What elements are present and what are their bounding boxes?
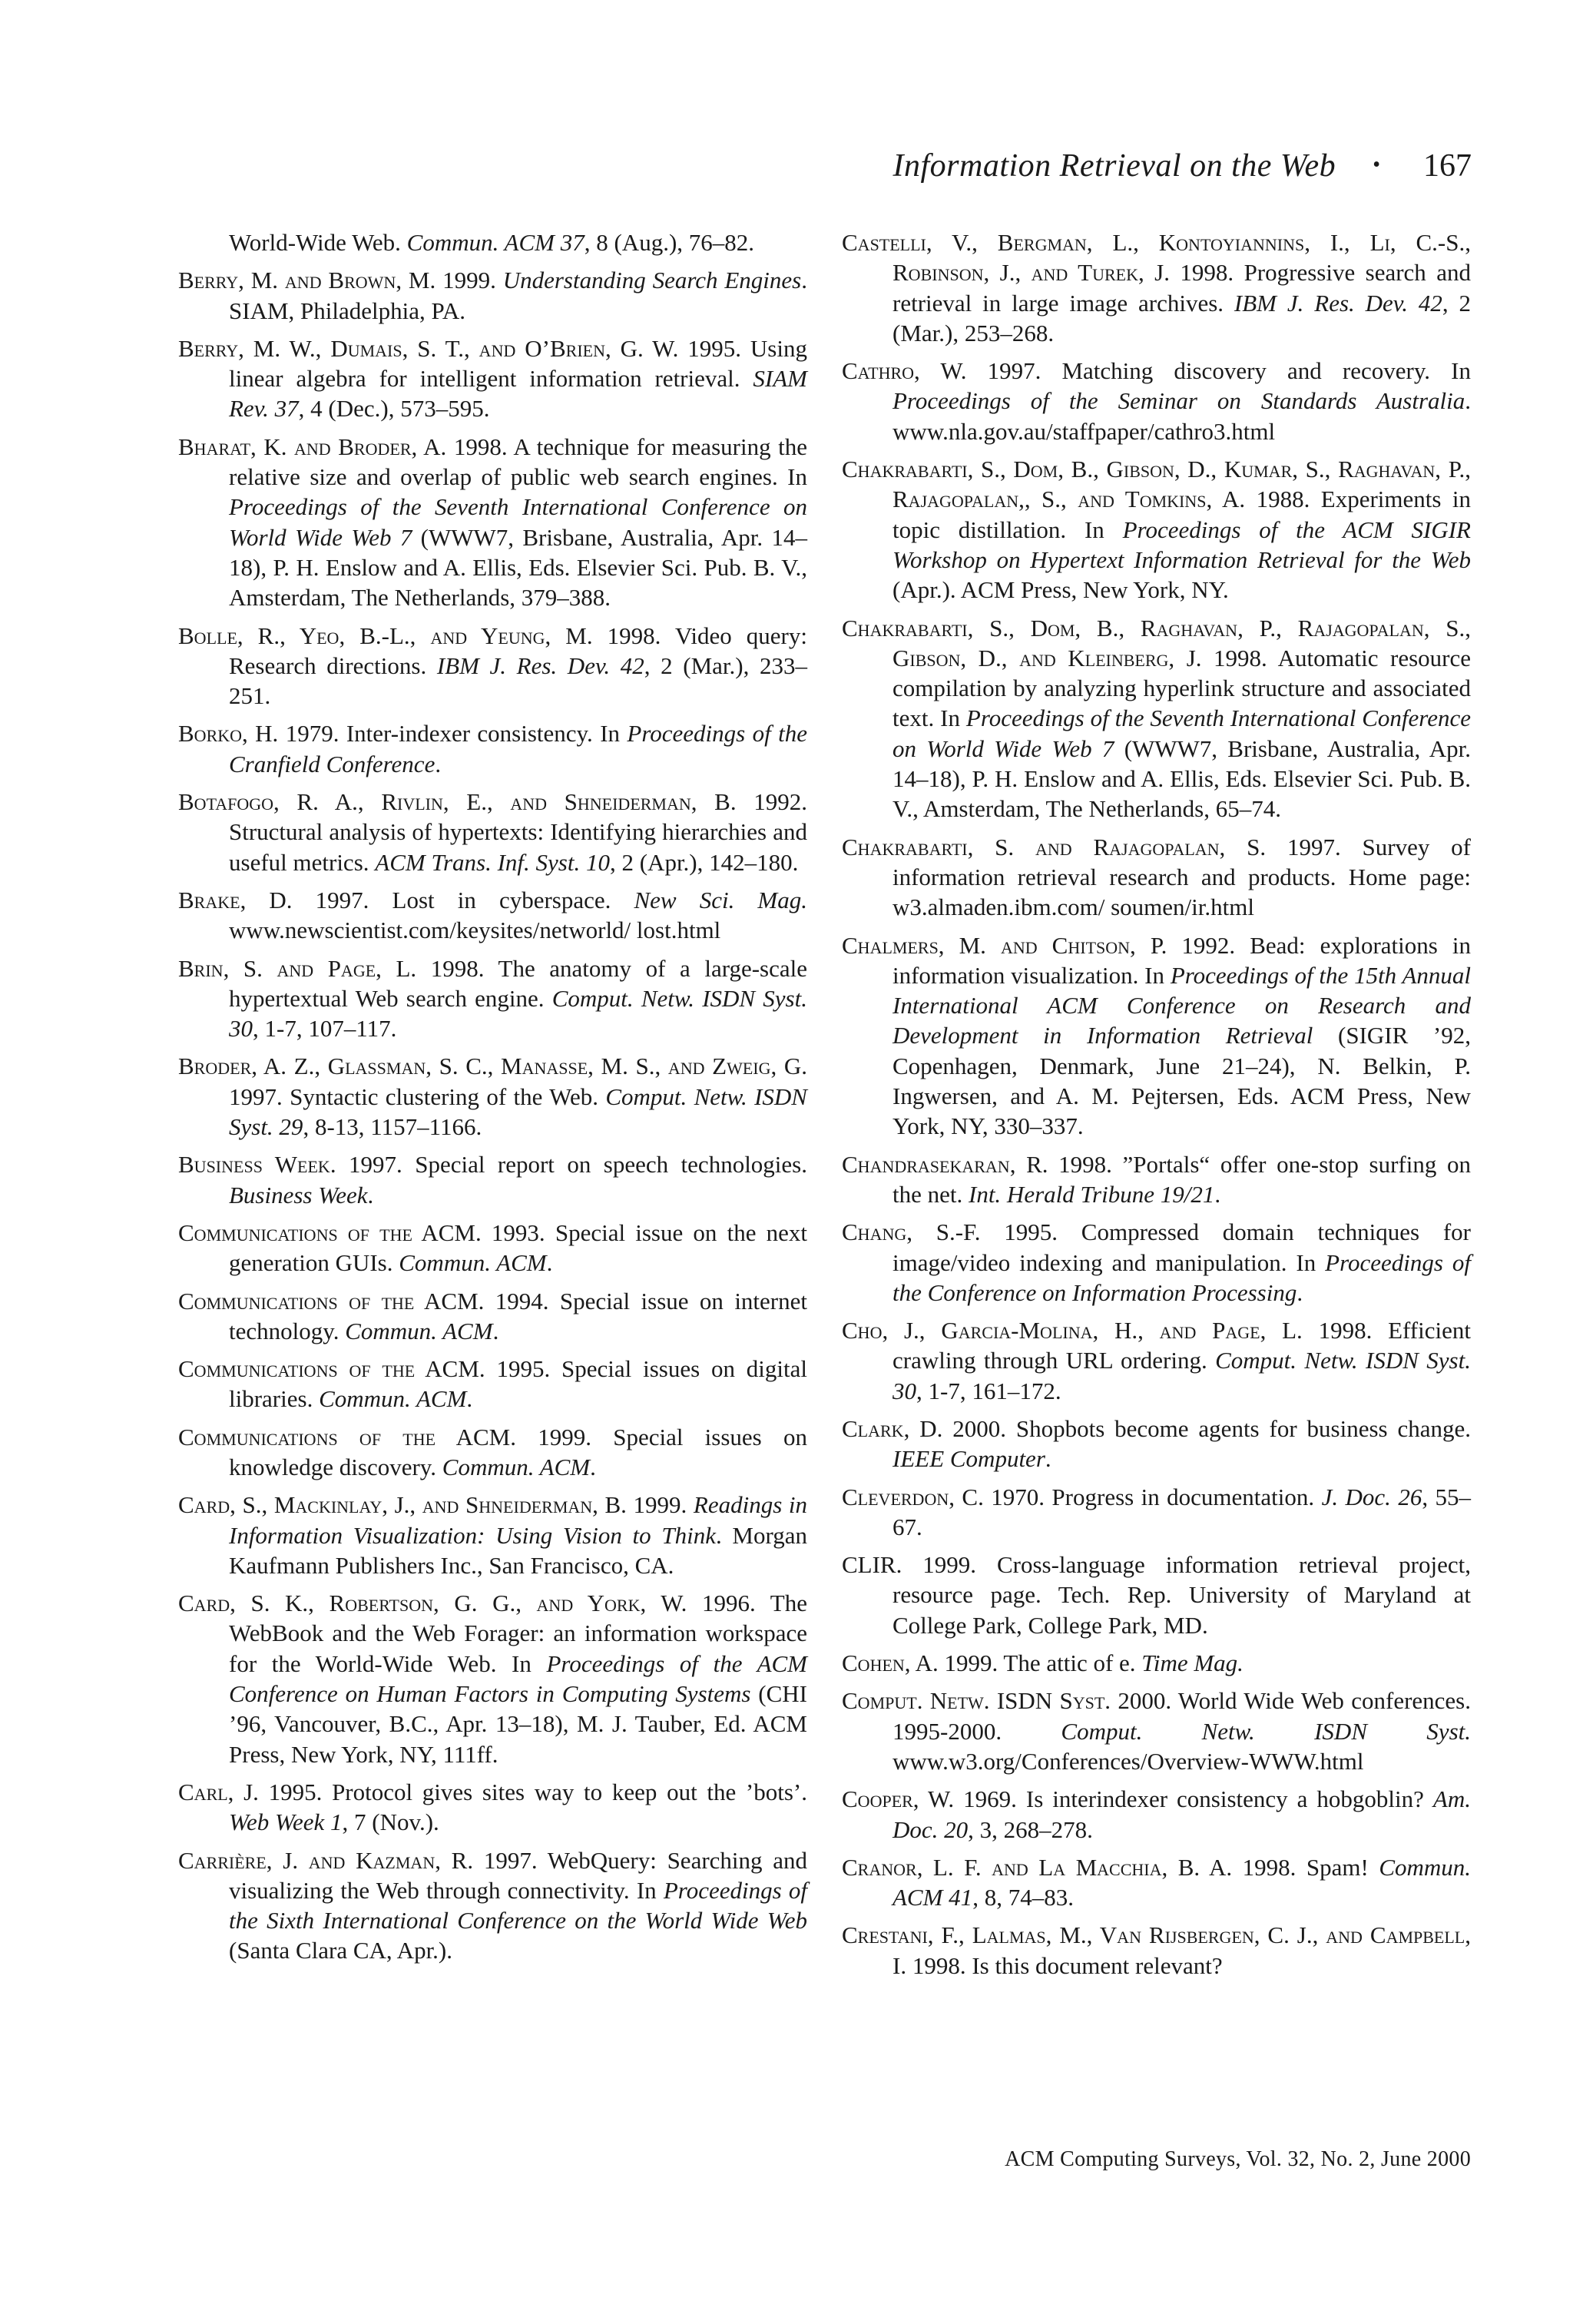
reference-authors: Chakrabarti, S. and Rajagopalan, S. (842, 833, 1267, 860)
reference-text: . www.nla.gov.au/staffpaper/cathro3.html (892, 387, 1471, 445)
reference-text: 1992. Structural analysis of hypertexts: Identifying hierarchies and useful metrics. (229, 788, 807, 876)
reference-text: (WWW7, Brisbane, Australia, Apr. 14–18), P. H. Enslow and A. Ellis, Eds. Elsevier Sci. Pub. B. V., Amsterdam, The Netherlands, 65–74. (892, 734, 1471, 823)
reference-authors: Chandrasekaran, R. (842, 1150, 1048, 1178)
reference-authors: Clark, D. (842, 1414, 943, 1442)
reference-text: 1969. Is interindexer consistency a hobgoblin? (954, 1785, 1433, 1813)
reference-entry (842, 1784, 1471, 1845)
reference-title-italic: J. Doc. 26 (1321, 1483, 1422, 1510)
reference-entry (842, 1648, 1471, 1678)
reference-authors: Cohen, A. (842, 1649, 939, 1677)
reference-text: 2000. World Wide Web conferences. 1995-2000. (892, 1687, 1471, 1745)
reference-entry (178, 432, 807, 613)
reference-title-italic: Proceedings of the Cranfield Conference (229, 720, 808, 777)
reference-text: 1998. The anatomy of a large-scale hypertextual Web search engine. (229, 954, 808, 1012)
reference-entry (178, 885, 807, 946)
reference-text: 1997. WebQuery: Searching and visualizing the Web through connectivity. In (229, 1846, 807, 1904)
reference-authors: Brake, D. (178, 886, 293, 913)
reference-entry (842, 1550, 1471, 1640)
right-reference-column (842, 227, 1471, 1988)
reference-authors: Chakrabarti, S., Dom, B., Gibson, D., Kumar, S., Raghavan, P., Rajagopalan,, S., and Tomkins, A. (842, 456, 1471, 513)
reference-text: , 4 (Dec.), 573–595. (298, 395, 490, 423)
reference-text: 1997. Syntactic clustering of the Web. (229, 1082, 606, 1110)
reference-authors: Communications of the ACM. (178, 1287, 485, 1315)
reference-text: (Apr.). ACM Press, New York, NY. (892, 576, 1229, 604)
reference-text: 1999. (435, 267, 503, 294)
reference-text: . (367, 1181, 374, 1208)
reference-authors: Carl, J. (178, 1778, 259, 1805)
reference-title-italic: Proceedings of the Seventh International Conference on World Wide Web 7 (892, 704, 1471, 762)
reference-entry (842, 1217, 1471, 1308)
reference-text: World-Wide Web. (229, 229, 407, 256)
reference-entry (842, 930, 1471, 1142)
reference-entry (842, 832, 1471, 923)
reference-text: . (1045, 1445, 1051, 1473)
reference-authors: Chalmers, M. and Chitson, P. (842, 931, 1167, 959)
reference-text: 1997. Matching discovery and recovery. In (966, 357, 1471, 385)
reference-text: 1998. Efficient crawling through URL ordering. (892, 1317, 1471, 1374)
reference-authors: Bharat, K. and Broder, A. (178, 433, 447, 460)
reference-text: , 3, 268–278. (968, 1815, 1093, 1843)
reference-entry (178, 1286, 807, 1347)
reference-title-italic: Proceedings of the 15th Annual International ACM Conference on Research and Development in Information Retrieval (892, 961, 1471, 1049)
reference-entry (178, 1218, 807, 1278)
reference-entry (178, 1354, 807, 1414)
left-reference-column (178, 227, 807, 1974)
reference-text: , 7 (Nov.). (342, 1808, 439, 1836)
reference-text: 1998. Automatic resource compilation by analyzing hyperlink structure and associated text. In (892, 644, 1471, 732)
reference-title-italic: Business Week (229, 1181, 368, 1208)
reference-text: CLIR. 1999. Cross-language information retrieval project, resource page. Tech. Rep. University of Maryland at College Park, College Park, MD. (842, 1551, 1471, 1639)
reference-text: . (1214, 1180, 1221, 1208)
reference-text: www.w3.org/Conferences/Overview-WWW.html (892, 1747, 1364, 1775)
reference-text: 1994. Special issue on internet technology. (229, 1287, 807, 1344)
reference-entry (178, 787, 807, 877)
reference-authors: Card, S., Mackinlay, J., and Shneiderman, B. (178, 1491, 627, 1519)
reference-authors: Chakrabarti, S., Dom, B., Raghavan, P., Rajagopalan, S., Gibson, D., and Kleinberg, J. (842, 614, 1471, 671)
reference-authors: Chang, S.-F. (842, 1218, 981, 1246)
reference-text: 1997. Lost in cyberspace. (292, 886, 634, 913)
reference-text: www.newscientist.com/keysites/networld/ lost.html (229, 917, 721, 944)
reference-authors: Card, S. K., Robertson, G. G., and York, W. (178, 1590, 687, 1617)
reference-authors: Comput. Netw. ISDN Syst. (842, 1687, 1111, 1715)
reference-text: 1992. Bead: explorations in information visualization. In (892, 931, 1471, 989)
reference-text: , 55–67. (892, 1483, 1472, 1540)
reference-entry (842, 1414, 1471, 1474)
reference-text: . (466, 1385, 473, 1413)
reference-text: (SIGIR ’92, Copenhagen, Denmark, June 21–24), N. Belkin, P. Ingwersen, and A. M. Pejtersen, Eds. ACM Press, New York, NY, 330–337. (892, 1022, 1471, 1140)
reference-entry (178, 1051, 807, 1142)
reference-title-italic: Commun. ACM 37 (406, 229, 584, 256)
reference-authors: Communications of the ACM. (178, 1355, 485, 1383)
running-header (690, 148, 1472, 201)
reference-authors: Cathro, W. (842, 357, 967, 385)
reference-title-italic: Comput. Netw. ISDN Syst. (1061, 1717, 1471, 1745)
reference-text: (CHI ’96, Vancouver, B.C., Apr. 13–18), M. J. Tauber, Ed. ACM Press, New York, NY, 111ff. (229, 1680, 808, 1768)
reference-entry (178, 1588, 807, 1769)
reference-entry (178, 621, 807, 711)
reference-title-italic: Comput. Netw. ISDN Syst. 29 (229, 1082, 807, 1141)
reference-text: , 2 (Mar.), 233–251. (229, 651, 807, 710)
reference-entry (842, 1149, 1471, 1210)
running-title: Information Retrieval on the Web (892, 148, 1336, 184)
reference-entry (842, 1686, 1471, 1776)
reference-title-italic: Commun. ACM (399, 1249, 547, 1277)
reference-title-italic: Int. Herald Tribune 19/21 (969, 1180, 1215, 1208)
reference-text: , 8 (Aug.), 76–82. (584, 229, 755, 256)
reference-title-italic: Web Week 1 (229, 1808, 343, 1836)
reference-text: 1970. Progress in documentation. (983, 1483, 1322, 1510)
reference-title-italic: Comput. Netw. ISDN Syst. 30 (892, 1347, 1471, 1404)
reference-text: 1998. ”Portals“ offer one-stop surfing on the net. (892, 1150, 1471, 1208)
header-bullet: • (1373, 153, 1380, 177)
reference-title-italic: Commun. ACM (319, 1385, 467, 1413)
reference-title-italic: Commun. ACM 41 (892, 1853, 1472, 1911)
reference-text: . SIAM, Philadelphia, PA. (229, 267, 807, 324)
reference-text: 1997. Special report on speech technologies. (336, 1151, 807, 1179)
reference-text: 1995. Special issues on digital libraries. (229, 1355, 807, 1413)
reference-title-italic: Proceedings of the ACM SIGIR Workshop on Hypertext Information Retrieval for the Web (892, 516, 1471, 573)
reference-text: (Santa Clara CA, Apr.). (229, 1937, 453, 1964)
reference-authors: Cleverdon, C. (842, 1483, 984, 1510)
reference-text: . (546, 1249, 553, 1277)
reference-text: , 2 (Apr.), 142–180. (609, 848, 799, 876)
reference-authors: Brin, S. and Page, L. (178, 954, 417, 982)
reference-text: 1998. Spam! (1232, 1853, 1379, 1881)
reference-text: 2000. Shopbots become agents for business change. (942, 1414, 1472, 1442)
reference-text: 1993. Special issue on the next generation GUIs. (229, 1218, 807, 1277)
reference-entry (178, 953, 807, 1044)
reference-title-italic: Proceedings of the ACM Conference on Human Factors in Computing Systems (229, 1649, 807, 1708)
reference-authors: Cooper, W. (842, 1785, 955, 1813)
reference-entry (178, 1777, 807, 1838)
reference-title-italic: IBM J. Res. Dev. 42 (436, 651, 644, 679)
reference-text: . (590, 1453, 596, 1480)
reference-title-italic: Am. Doc. 20 (892, 1785, 1471, 1843)
reference-entry (842, 1315, 1471, 1406)
reference-authors: Crestani, F., Lalmas, M., Van Rijsbergen, C. J., and Campbell, I. (842, 1921, 1471, 1979)
reference-text: 1998. Progressive search and retrieval in large image archives. (892, 259, 1471, 317)
reference-entry (842, 454, 1471, 605)
reference-title-italic: Proceedings of the Seventh International Conference on World Wide Web 7 (229, 493, 807, 551)
reference-text: 1995. Compressed domain techniques for image/video indexing and manipulation. In (892, 1218, 1471, 1276)
reference-text: 1988. Experiments in topic distillation. In (892, 486, 1471, 543)
reference-text: . (435, 750, 442, 777)
reference-authors: Cranor, L. F. and La Macchia, B. A. (842, 1853, 1233, 1881)
reference-entry (178, 333, 807, 424)
reference-text: , 8, 74–83. (972, 1884, 1074, 1911)
reference-authors: Communications of the ACM. (178, 1218, 482, 1246)
reference-text: , 2 (Mar.), 253–268. (892, 289, 1471, 346)
reference-authors: Borko, H. (178, 720, 279, 748)
reference-title-italic: Comput. Netw. ISDN Syst. 30 (229, 984, 807, 1043)
reference-text: . Morgan Kaufmann Publishers Inc., San Francisco, CA. (229, 1521, 808, 1579)
reference-text: , 1-7, 161–172. (916, 1377, 1061, 1404)
reference-text: 1999. The attic of e. (938, 1649, 1142, 1677)
reference-text: . (1296, 1278, 1303, 1306)
reference-authors: Carrière, J. and Kazman, R. (178, 1846, 474, 1874)
reference-text: 1997. Survey of information retrieval research and products. Home page: w3.almaden.ibm.com/ soumen/ir.html (892, 833, 1471, 921)
reference-entry (842, 1920, 1471, 1981)
reference-title-italic: Proceedings of the Conference on Information Processing (892, 1248, 1471, 1306)
reference-authors: Bolle, R., Yeo, B.-L., and Yeung, M. (178, 622, 593, 649)
reference-text: 1998. A technique for measuring the relative size and overlap of public web search engines. In (229, 433, 808, 491)
reference-title-italic: Commun. ACM (345, 1317, 493, 1344)
reference-title-italic: Readings in Information Visualization: Using Vision to Think (229, 1491, 807, 1549)
reference-text: 1998. Video query: Research directions. (229, 622, 807, 679)
reference-title-italic: Proceedings of the Sixth International Conference on the World Wide Web (229, 1876, 808, 1934)
reference-authors: Berry, M. W., Dumais, S. T., and O’Brien, G. W. (178, 334, 679, 362)
reference-title-italic: IBM J. Res. Dev. 42 (1234, 289, 1442, 317)
reference-text: 1979. Inter-indexer consistency. In (278, 720, 628, 748)
reference-title-italic: IEEE Computer (892, 1445, 1045, 1473)
reference-authors: Castelli, V., Bergman, L., Kontoyiannins, I., Li, C.-S., Robinson, J., and Turek, J. (842, 229, 1471, 287)
reference-text: 1999. (626, 1491, 694, 1519)
reference-text: , 8-13, 1157–1166. (303, 1113, 482, 1141)
reference-authors: Communications of the ACM. (178, 1423, 516, 1450)
reference-entry-continued (178, 227, 807, 257)
reference-text: 1995. Protocol gives sites way to keep out the ’bots’. (258, 1778, 807, 1805)
reference-text: 1998. Is this document relevant? (906, 1951, 1223, 1979)
reference-title-italic: ACM Trans. Inf. Syst. 10 (375, 848, 610, 876)
reference-entry (842, 1852, 1471, 1913)
reference-text: . (492, 1317, 499, 1344)
reference-authors: Business Week. (178, 1151, 336, 1179)
reference-text: , 1-7, 107–117. (253, 1015, 397, 1043)
reference-entry (178, 1845, 807, 1966)
reference-title-italic: Understanding Search Engines (502, 267, 802, 294)
reference-entry (842, 613, 1471, 824)
reference-entry (178, 265, 807, 326)
reference-title-italic: New Sci. Mag. (634, 886, 807, 913)
reference-title-italic: SIAM Rev. 37 (229, 365, 807, 423)
reference-text: 1999. Special issues on knowledge discovery. (229, 1423, 807, 1480)
reference-entry (178, 1149, 807, 1210)
reference-entry (178, 1422, 807, 1483)
reference-entry (178, 718, 807, 779)
reference-text: 1996. The WebBook and the Web Forager: an information workspace for the World-Wide Web. In (229, 1590, 807, 1677)
journal-footer: ACM Computing Surveys, Vol. 32, No. 2, June 2000 (1005, 2147, 1471, 2171)
reference-authors: Broder, A. Z., Glassman, S. C., Manasse, M. S., and Zweig, G. (178, 1053, 807, 1080)
reference-authors: Cho, J., Garcia-Molina, H., and Page, L. (842, 1317, 1303, 1344)
reference-authors: Botafogo, R. A., Rivlin, E., and Shneiderman, B. (178, 788, 737, 816)
reference-entry (842, 1482, 1471, 1543)
reference-entry (842, 356, 1471, 446)
reference-text: (WWW7, Brisbane, Australia, Apr. 14–18), P. H. Enslow and A. Ellis, Eds. Elsevier Sci. Pub. B. V., Amsterdam, The Netherlands, 379–388. (229, 523, 807, 612)
reference-title-italic: Time Mag. (1141, 1649, 1243, 1677)
reference-entry (842, 227, 1471, 348)
reference-entry (178, 1490, 807, 1580)
reference-title-italic: Proceedings of the Seminar on Standards Australia (892, 387, 1465, 415)
reference-title-italic: Commun. ACM (442, 1453, 591, 1480)
reference-authors: Berry, M. and Brown, M. (178, 267, 436, 294)
reference-text: 1995. Using linear algebra for intelligent information retrieval. (229, 334, 807, 393)
page-number: 167 (1423, 148, 1472, 184)
